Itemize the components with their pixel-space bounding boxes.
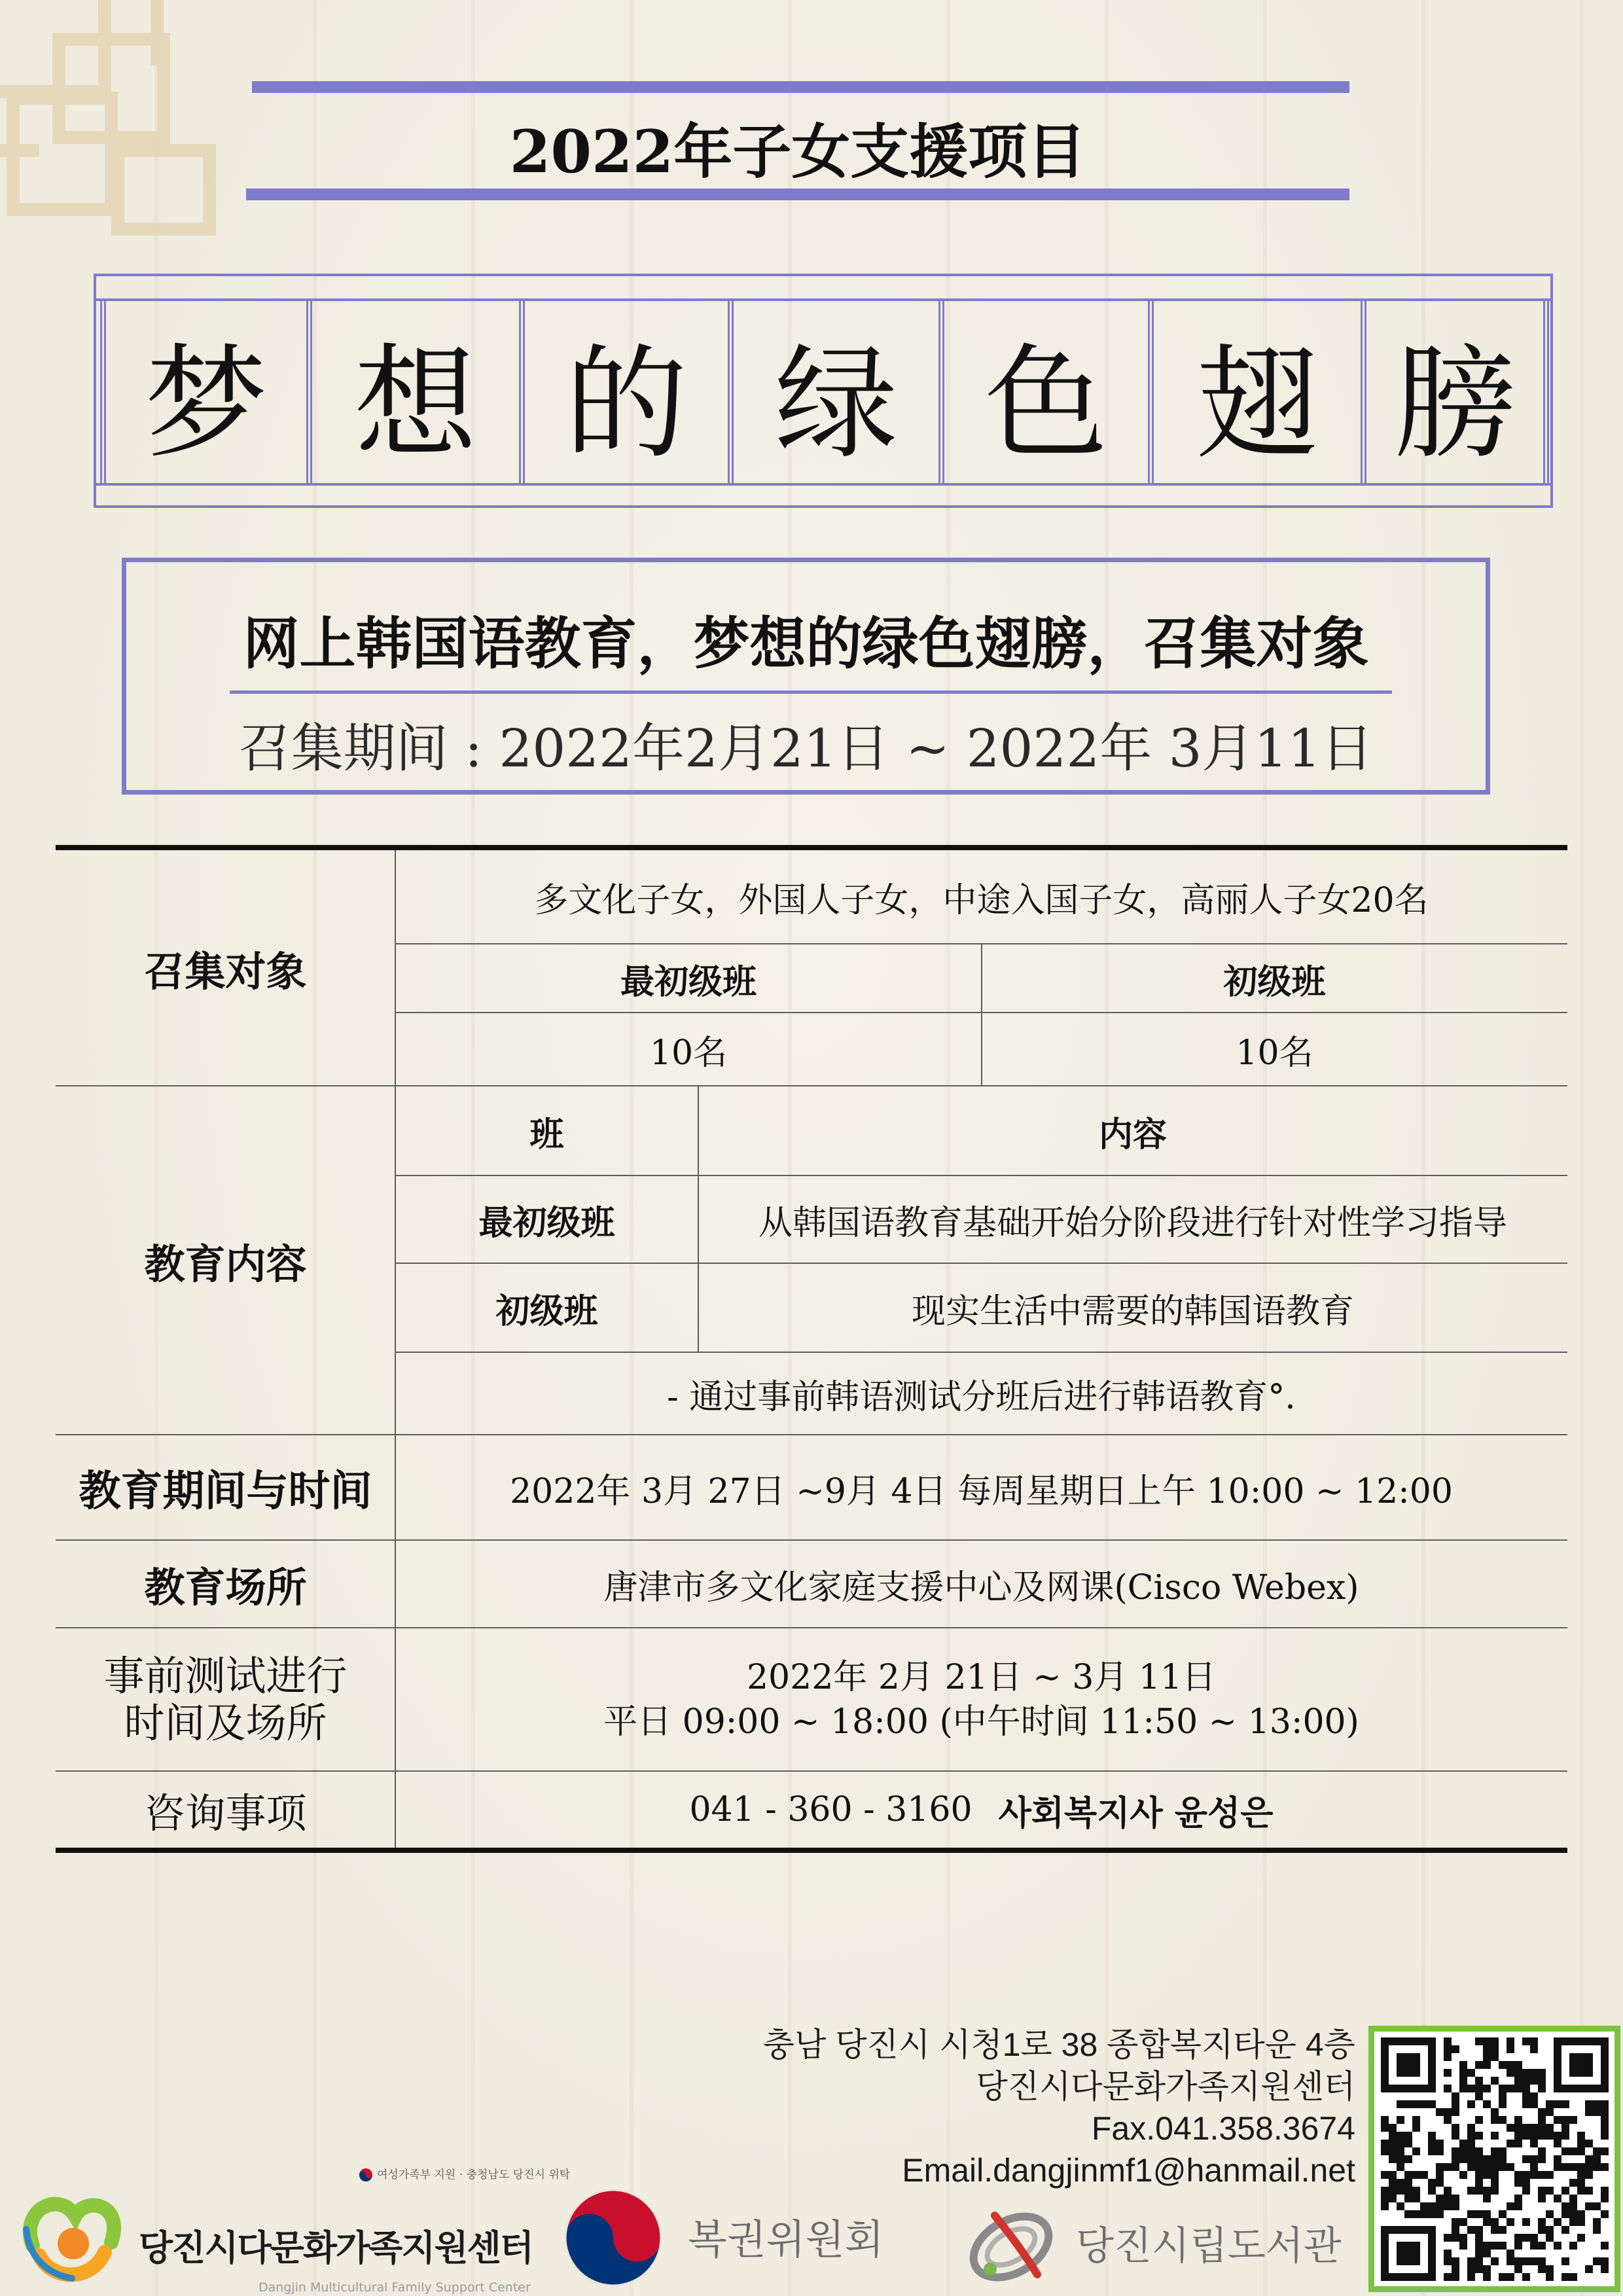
- content-text-elementary: 现实生活中需要的韩国语教育: [911, 1292, 1354, 1331]
- footer-address: [654, 2024, 1355, 2194]
- banner-char: 膀: [1393, 332, 1516, 476]
- lattice-decoration: [0, 0, 262, 249]
- content-class-elementary: 初级班: [495, 1291, 598, 1331]
- page-title: 2022年子女支援项目: [509, 117, 1086, 187]
- banner-char: 绿: [734, 301, 944, 486]
- pretest-label: [56, 1628, 395, 1771]
- content-header-class: 班: [529, 1114, 564, 1155]
- qr-code-frame: [1368, 2026, 1620, 2292]
- sponsor-note: 여성가족부 지원 · 충청남도 당진시 위탁: [377, 2168, 571, 2181]
- content-text-beginner: 从韩国语教育基础开始分阶段进行针对性学习指导: [758, 1204, 1507, 1243]
- recruit-label: 召集对象: [144, 947, 307, 996]
- banner-cells: [100, 301, 1549, 486]
- banner-char: 的: [525, 301, 734, 486]
- center-name: 당진시다문화가족지원센터: [139, 2227, 533, 2269]
- class-count-elementary: 10名: [1236, 1033, 1313, 1073]
- content-class-beginner: 最初级班: [478, 1203, 615, 1243]
- class-count-beginner: 10名: [649, 1033, 728, 1073]
- contact-value: [395, 1772, 1567, 1848]
- content-header-content: 内容: [1098, 1114, 1167, 1155]
- place-label: 教育场所: [144, 1564, 307, 1611]
- taegeuk-icon: [563, 2188, 663, 2287]
- banner-frame: [94, 274, 1553, 508]
- pretest-hours: 平日 09:00 ~ 18:00 (中午时间 11:50 ~ 13:00): [603, 1702, 1359, 1742]
- center-logo-icon: [13, 2183, 128, 2291]
- title-bar-top: [252, 81, 1349, 93]
- contact-person: 사회복지사 윤성은: [998, 1793, 1274, 1833]
- pretest-dates: 2022年 2月 21日 ~ 3月 11日: [746, 1658, 1217, 1697]
- notice-underline: [230, 691, 1392, 694]
- banner-char: 想: [312, 301, 525, 486]
- banner-char: 色: [944, 301, 1154, 486]
- address-line: 당진시다문화가족지원센터: [976, 2068, 1355, 2105]
- title-bar-bottom: [246, 188, 1349, 200]
- table-bottom-rule: [56, 1848, 1567, 1853]
- library-name: 당진시립도서관: [1076, 2223, 1342, 2269]
- pretest-value: [395, 1628, 1567, 1771]
- ministry-emblem-icon: [359, 2168, 373, 2182]
- period-value: 2022年 3月 27日 ~9月 4日 每周星期日上午 10:00 ~ 12:00: [510, 1471, 1453, 1511]
- library-logo-icon: [959, 2196, 1063, 2294]
- contact-label: 咨询事项: [144, 1789, 307, 1837]
- place-value: 唐津市多文化家庭支援中心及网课(Cisco Webex): [603, 1568, 1359, 1607]
- qr-code: [1381, 2037, 1609, 2281]
- pretest-label-line2: 时间及场所: [124, 1699, 327, 1747]
- content-label: 教育内容: [144, 1240, 307, 1288]
- address-line: Fax.041.358.3674: [1091, 2110, 1355, 2147]
- notice-headline: 网上韩国语教育，梦想的绿色翅膀，召集对象: [243, 611, 1369, 677]
- content-note: - 通过事前韩语测试分班后进行韩语教育°.: [667, 1378, 1296, 1417]
- notice-period: 召集期间 : 2022年2月21日 ~ 2022年 3月11日: [238, 718, 1374, 779]
- lottery-commission-name: 복권위원회: [688, 2215, 884, 2263]
- banner-char: 梦: [106, 301, 312, 486]
- table-top-rule: [56, 845, 1567, 850]
- pretest-label-line1: 事前测试进行: [103, 1652, 348, 1700]
- address-line: Email.dangjinmf1@hanmail.net: [902, 2152, 1355, 2189]
- class-header-elementary: 初级班: [1223, 961, 1326, 1002]
- class-header-beginner: 最初级班: [620, 961, 757, 1002]
- period-label: 教育期间与时间: [79, 1467, 372, 1516]
- recruit-target: 多文化子女，外国人子女，中途入国子女，高丽人子女20名: [534, 881, 1429, 920]
- notice-box: [122, 558, 1490, 795]
- banner-char: 翅: [1154, 301, 1366, 486]
- contact-phone: 041 - 360 - 3160: [689, 1790, 972, 1829]
- address-line: 충남 당진시 시청1로 38 종합복지타운 4층: [762, 2026, 1355, 2063]
- center-name-en: Dangjin Multicultural Family Support Center: [259, 2280, 531, 2295]
